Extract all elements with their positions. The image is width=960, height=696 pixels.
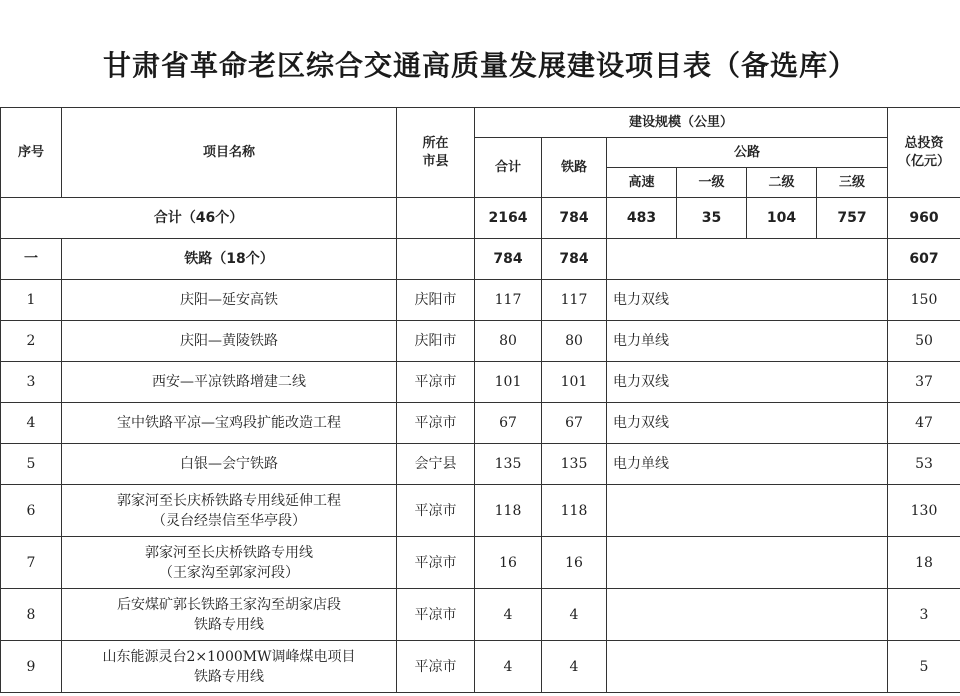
- row-total: 117: [475, 280, 542, 321]
- header-grade2: 二级: [747, 168, 817, 198]
- row-seq: 8: [1, 589, 62, 641]
- header-location: 所在 市县: [397, 108, 475, 198]
- header-grade3: 三级: [817, 168, 888, 198]
- summary-grade3: 757: [817, 198, 888, 239]
- row-seq: 1: [1, 280, 62, 321]
- row-total: 101: [475, 362, 542, 403]
- row-investment: 53: [888, 444, 960, 485]
- row-location: 平凉市: [397, 362, 475, 403]
- row-highway-note: 电力双线: [607, 403, 888, 444]
- row-location: 平凉市: [397, 589, 475, 641]
- header-total: 合计: [475, 138, 542, 198]
- row-location: 会宁县: [397, 444, 475, 485]
- table-row: [1, 280, 960, 321]
- header-highway: 公路: [607, 138, 888, 168]
- header-row-1: [1, 108, 960, 138]
- summary-expressway: 483: [607, 198, 677, 239]
- row-railway: 117: [542, 280, 607, 321]
- row-total: 4: [475, 589, 542, 641]
- section-row: [1, 239, 960, 280]
- section-railway: 784: [542, 239, 607, 280]
- row-seq: 2: [1, 321, 62, 362]
- table-row: [1, 537, 960, 589]
- row-highway-note: [607, 641, 888, 693]
- table-row: [1, 444, 960, 485]
- row-railway: 80: [542, 321, 607, 362]
- header-railway: 铁路: [542, 138, 607, 198]
- summary-railway: 784: [542, 198, 607, 239]
- table-row: [1, 362, 960, 403]
- row-railway: 16: [542, 537, 607, 589]
- row-investment: 18: [888, 537, 960, 589]
- row-name: 白银—会宁铁路: [62, 444, 397, 485]
- row-highway-note: 电力单线: [607, 444, 888, 485]
- row-highway-note: 电力双线: [607, 280, 888, 321]
- row-name: 庆阳—黄陵铁路: [62, 321, 397, 362]
- row-railway: 4: [542, 589, 607, 641]
- section-highway: [607, 239, 888, 280]
- row-total: 80: [475, 321, 542, 362]
- row-total: 135: [475, 444, 542, 485]
- row-seq: 5: [1, 444, 62, 485]
- row-highway-note: [607, 589, 888, 641]
- section-investment: 607: [888, 239, 960, 280]
- row-seq: 3: [1, 362, 62, 403]
- row-location: 平凉市: [397, 537, 475, 589]
- table-row: [1, 641, 960, 693]
- row-name: 西安—平凉铁路增建二线: [62, 362, 397, 403]
- row-highway-note: [607, 485, 888, 537]
- summary-location: [397, 198, 475, 239]
- section-seq: 一: [1, 239, 62, 280]
- row-investment: 5: [888, 641, 960, 693]
- row-name: 宝中铁路平凉—宝鸡段扩能改造工程: [62, 403, 397, 444]
- row-name: 后安煤矿郭长铁路王家沟至胡家店段 铁路专用线: [62, 589, 397, 641]
- row-name: 郭家河至长庆桥铁路专用线 （王家沟至郭家河段）: [62, 537, 397, 589]
- row-total: 67: [475, 403, 542, 444]
- row-railway: 135: [542, 444, 607, 485]
- summary-total: 2164: [475, 198, 542, 239]
- row-seq: 4: [1, 403, 62, 444]
- summary-row: [1, 198, 960, 239]
- row-investment: 150: [888, 280, 960, 321]
- page-title: 甘肃省革命老区综合交通高质量发展建设项目表（备选库）: [102, 49, 857, 82]
- header-seq: 序号: [1, 108, 62, 198]
- row-name: 郭家河至长庆桥铁路专用线延伸工程 （灵台经崇信至华亭段）: [62, 485, 397, 537]
- section-location: [397, 239, 475, 280]
- summary-grade2: 104: [747, 198, 817, 239]
- row-investment: 37: [888, 362, 960, 403]
- row-location: 平凉市: [397, 403, 475, 444]
- header-name: 项目名称: [62, 108, 397, 198]
- row-seq: 9: [1, 641, 62, 693]
- row-location: 平凉市: [397, 641, 475, 693]
- summary-grade1: 35: [677, 198, 747, 239]
- table-row: [1, 403, 960, 444]
- row-railway: 67: [542, 403, 607, 444]
- header-investment: 总投资 （亿元）: [888, 108, 960, 198]
- row-highway-note: 电力双线: [607, 362, 888, 403]
- row-highway-note: [607, 537, 888, 589]
- header-expressway: 高速: [607, 168, 677, 198]
- row-seq: 6: [1, 485, 62, 537]
- row-total: 118: [475, 485, 542, 537]
- row-investment: 3: [888, 589, 960, 641]
- section-label: 铁路（18个）: [62, 239, 397, 280]
- row-investment: 130: [888, 485, 960, 537]
- row-investment: 50: [888, 321, 960, 362]
- summary-label: 合计（46个）: [1, 198, 397, 239]
- row-railway: 118: [542, 485, 607, 537]
- row-seq: 7: [1, 537, 62, 589]
- summary-investment: 960: [888, 198, 960, 239]
- row-total: 4: [475, 641, 542, 693]
- header-grade1: 一级: [677, 168, 747, 198]
- row-investment: 47: [888, 403, 960, 444]
- table-row: [1, 589, 960, 641]
- row-location: 庆阳市: [397, 280, 475, 321]
- row-name: 庆阳—延安高铁: [62, 280, 397, 321]
- row-railway: 4: [542, 641, 607, 693]
- project-table: [0, 107, 960, 693]
- row-location: 平凉市: [397, 485, 475, 537]
- row-total: 16: [475, 537, 542, 589]
- row-highway-note: 电力单线: [607, 321, 888, 362]
- section-total: 784: [475, 239, 542, 280]
- table-row: [1, 321, 960, 362]
- row-name: 山东能源灵台2×1000MW调峰煤电项目 铁路专用线: [62, 641, 397, 693]
- row-location: 庆阳市: [397, 321, 475, 362]
- row-railway: 101: [542, 362, 607, 403]
- table-row: [1, 485, 960, 537]
- header-scale: 建设规模（公里）: [475, 108, 888, 138]
